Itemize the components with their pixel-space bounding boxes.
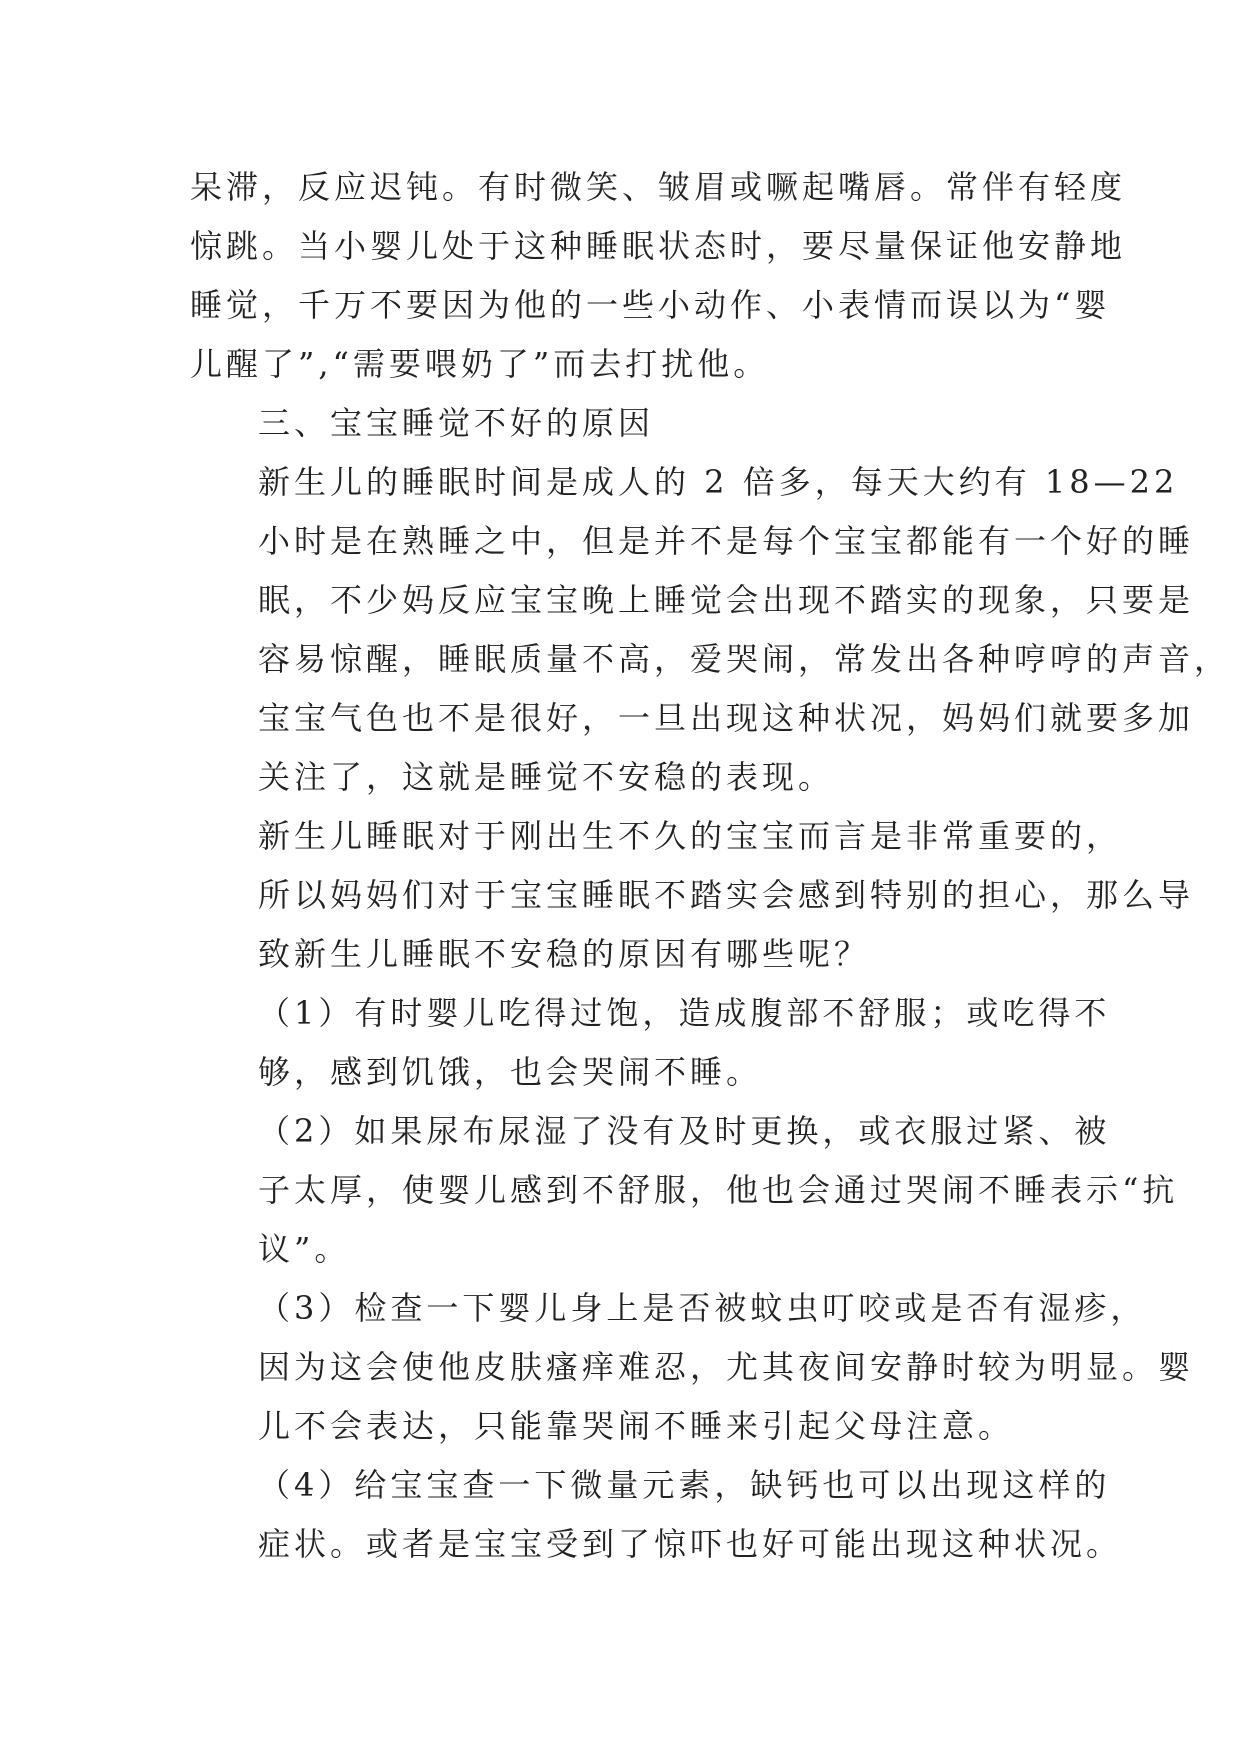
text-line: 症状。或者是宝宝受到了惊吓也好可能出现这种状况。 [258,1525,1123,1563]
text-line: （2）如果尿布尿湿了没有及时更换，或衣服过紧、被 [258,1112,1111,1150]
text-line: （4）给宝宝查一下微量元素，缺钙也可以出现这样的 [258,1466,1111,1504]
text-line: 容易惊醒，睡眠质量不高，爱哭闹，常发出各种哼哼的声音， [258,640,1231,678]
paragraph [190,394,1050,453]
paragraph [190,1102,1179,1279]
text-line: 儿醒了”,“需要喂奶了”而去打扰他。 [190,345,770,383]
text-line: 三、宝宝睡觉不好的原因 [258,404,655,442]
text-line: 子太厚，使婴儿感到不舒服，他也会通过哭闹不睡表示“抗 [258,1171,1179,1209]
text-line: 致新生儿睡眠不安稳的原因有哪些呢？ [258,935,871,973]
paragraph [190,158,1127,394]
text-line: 所以妈妈们对于宝宝睡眠不踏实会感到特别的担心，那么导 [258,876,1195,914]
paragraph [190,453,1231,807]
paragraph [190,807,1195,984]
text-line: 新生儿的睡眠时间是成人的 2 倍多，每天大约有 18—22 [258,463,1179,501]
text-line: 够，感到饥饿，也会哭闹不睡。 [258,1053,763,1091]
document-body [190,158,1231,1574]
text-line: 议”。 [258,1230,351,1268]
text-line: （3）检查一下婴儿身上是否被蚊虫叮咬或是否有湿疹， [258,1289,1147,1327]
paragraph [190,1456,1123,1574]
text-line: 因为这会使他皮肤瘙痒难忍，尤其夜间安静时较为明显。婴 [258,1348,1195,1386]
text-line: （1）有时婴儿吃得过饱，造成腹部不舒服；或吃得不 [258,994,1111,1032]
paragraph [190,984,1111,1102]
text-line: 新生儿睡眠对于刚出生不久的宝宝而言是非常重要的， [258,817,1123,855]
text-line: 惊跳。当小婴儿处于这种睡眠状态时，要尽量保证他安静地 [190,227,1127,265]
text-line: 儿不会表达，只能靠哭闹不睡来引起父母注意。 [258,1407,1015,1445]
text-line: 宝宝气色也不是很好，一旦出现这种状况，妈妈们就要多加 [258,699,1195,737]
text-line: 呆滞，反应迟钝。有时微笑、皱眉或噘起嘴唇。常伴有轻度 [190,168,1127,206]
text-line: 小时是在熟睡之中，但是并不是每个宝宝都能有一个好的睡 [258,522,1195,560]
text-line: 睡觉，千万不要因为他的一些小动作、小表情而误以为“婴 [190,286,1111,324]
text-line: 眠，不少妈反应宝宝晚上睡觉会出现不踏实的现象，只要是 [258,581,1195,619]
paragraph [190,1279,1195,1456]
text-line: 关注了，这就是睡觉不安稳的表现。 [258,758,835,796]
